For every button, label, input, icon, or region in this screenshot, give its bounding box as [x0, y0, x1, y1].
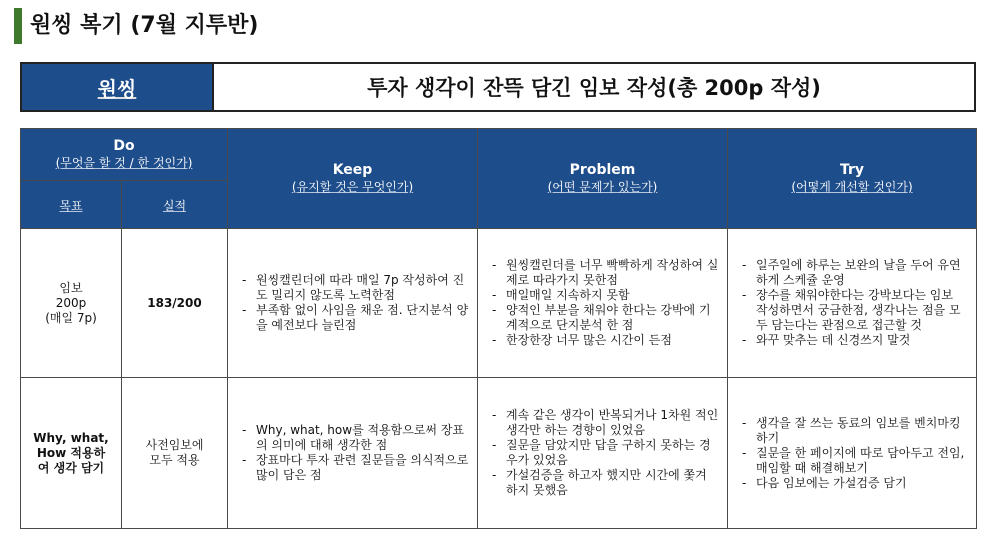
goal-line: Why, what, — [33, 430, 109, 445]
list-item: - 부족함 없이 사임을 채운 점. 단지분석 양을 예전보다 늘린점 — [242, 303, 469, 333]
header-keep-subtitle: (유지할 것은 무엇인가) — [291, 180, 414, 194]
header-goal — [21, 181, 122, 229]
list-item: - 와꾸 맞추는 데 신경쓰지 말것 — [742, 333, 968, 348]
list-item: - 장수를 채워야한다는 강박보다는 임보 작성하면서 궁금한점, 생각나는 점을 모두 담는다는 관점으로 접근할 것 — [742, 288, 968, 333]
header-problem-title: Problem — [569, 162, 636, 178]
keep-cell — [228, 229, 478, 378]
goal-line: 200p — [55, 295, 87, 310]
banner-label: 원씽 — [22, 64, 214, 110]
banner-content: 투자 생각이 잔뜩 담긴 임보 작성(총 200p 작성) — [214, 64, 974, 110]
header-keep-title: Keep — [332, 162, 373, 178]
problem-cell — [478, 378, 728, 529]
list-item: - 가설검증을 하고자 했지만 시간에 쫓겨 하지 못했음 — [492, 468, 719, 498]
header-goal-label: 목표 — [59, 199, 83, 213]
header-do-title: Do — [113, 138, 135, 154]
list-item: - 한장한장 너무 많은 시간이 든점 — [492, 333, 719, 348]
list-item: - 장표마다 투자 관련 질문들을 의식적으로 많이 담은 점 — [242, 453, 469, 483]
goal-cell — [21, 378, 122, 529]
result-line: 사전임보에 — [145, 438, 204, 452]
table-row — [21, 229, 977, 378]
result-cell — [122, 378, 228, 529]
header-problem — [478, 129, 728, 229]
header-problem-subtitle: (어떤 문제가 있는가) — [547, 180, 658, 194]
list-item: - 질문을 한 페이지에 따로 담아두고 전임, 매임할 때 해결해보기 — [742, 446, 968, 476]
header-row-1 — [21, 129, 977, 181]
header-do-subtitle: (무엇을 할 것 / 한 것인가) — [55, 156, 193, 170]
list-item: - Why, what, how를 적용함으로써 장표의 의미에 대해 생각한 점 — [242, 423, 469, 453]
list-item: - 생각을 잘 쓰는 동료의 임보를 벤치마킹 하기 — [742, 416, 968, 446]
list-item: - 양적인 부분을 채워야 한다는 강박에 기계적으로 단지분석 한 점 — [492, 303, 719, 333]
try-cell — [728, 378, 977, 529]
table-row — [21, 378, 977, 529]
page-title: 원씽 복기 (7월 지투반) — [30, 13, 259, 38]
goal-line: (매일 7p) — [45, 310, 97, 325]
list-item: - 일주일에 하루는 보완의 날을 두어 유연하게 스케쥴 운영 — [742, 258, 968, 288]
list-item: - 질문을 담았지만 답을 구하지 못하는 경우가 있었음 — [492, 438, 719, 468]
result-cell: 183/200 — [122, 229, 228, 378]
list-item: - 원씽캘린더에 따라 매일 7p 작성하여 진도 밀리지 않도록 노력한점 — [242, 273, 469, 303]
goal-line: 임보 — [59, 280, 83, 295]
header-result — [122, 181, 228, 229]
list-item: - 매일매일 지속하지 못함 — [492, 288, 719, 303]
header-result-label: 실적 — [162, 199, 187, 213]
list-item: - 원씽캘린더를 너무 빡빡하게 작성하여 실제로 따라가지 못한점 — [492, 258, 719, 288]
header-keep — [228, 129, 478, 229]
problem-cell — [478, 229, 728, 378]
header-try-subtitle: (어떻게 개선할 것인가) — [791, 180, 913, 194]
result-line: 모두 적용 — [149, 453, 200, 467]
goal-cell — [21, 229, 122, 378]
try-cell — [728, 229, 977, 378]
header-try-title: Try — [839, 162, 865, 178]
header-do — [21, 129, 228, 181]
header-try — [728, 129, 977, 229]
goal-line: How 적용하 — [36, 445, 106, 460]
keep-cell — [228, 378, 478, 529]
goal-line: 여 생각 담기 — [37, 460, 105, 475]
list-item: - 계속 같은 생각이 반복되거나 1차원 적인 생각만 하는 경향이 있었음 — [492, 408, 719, 438]
list-item: - 다음 임보에는 가설검증 담기 — [742, 476, 968, 491]
title-accent-bar — [14, 8, 22, 44]
retrospective-table — [20, 128, 977, 529]
one-thing-banner — [20, 62, 976, 112]
